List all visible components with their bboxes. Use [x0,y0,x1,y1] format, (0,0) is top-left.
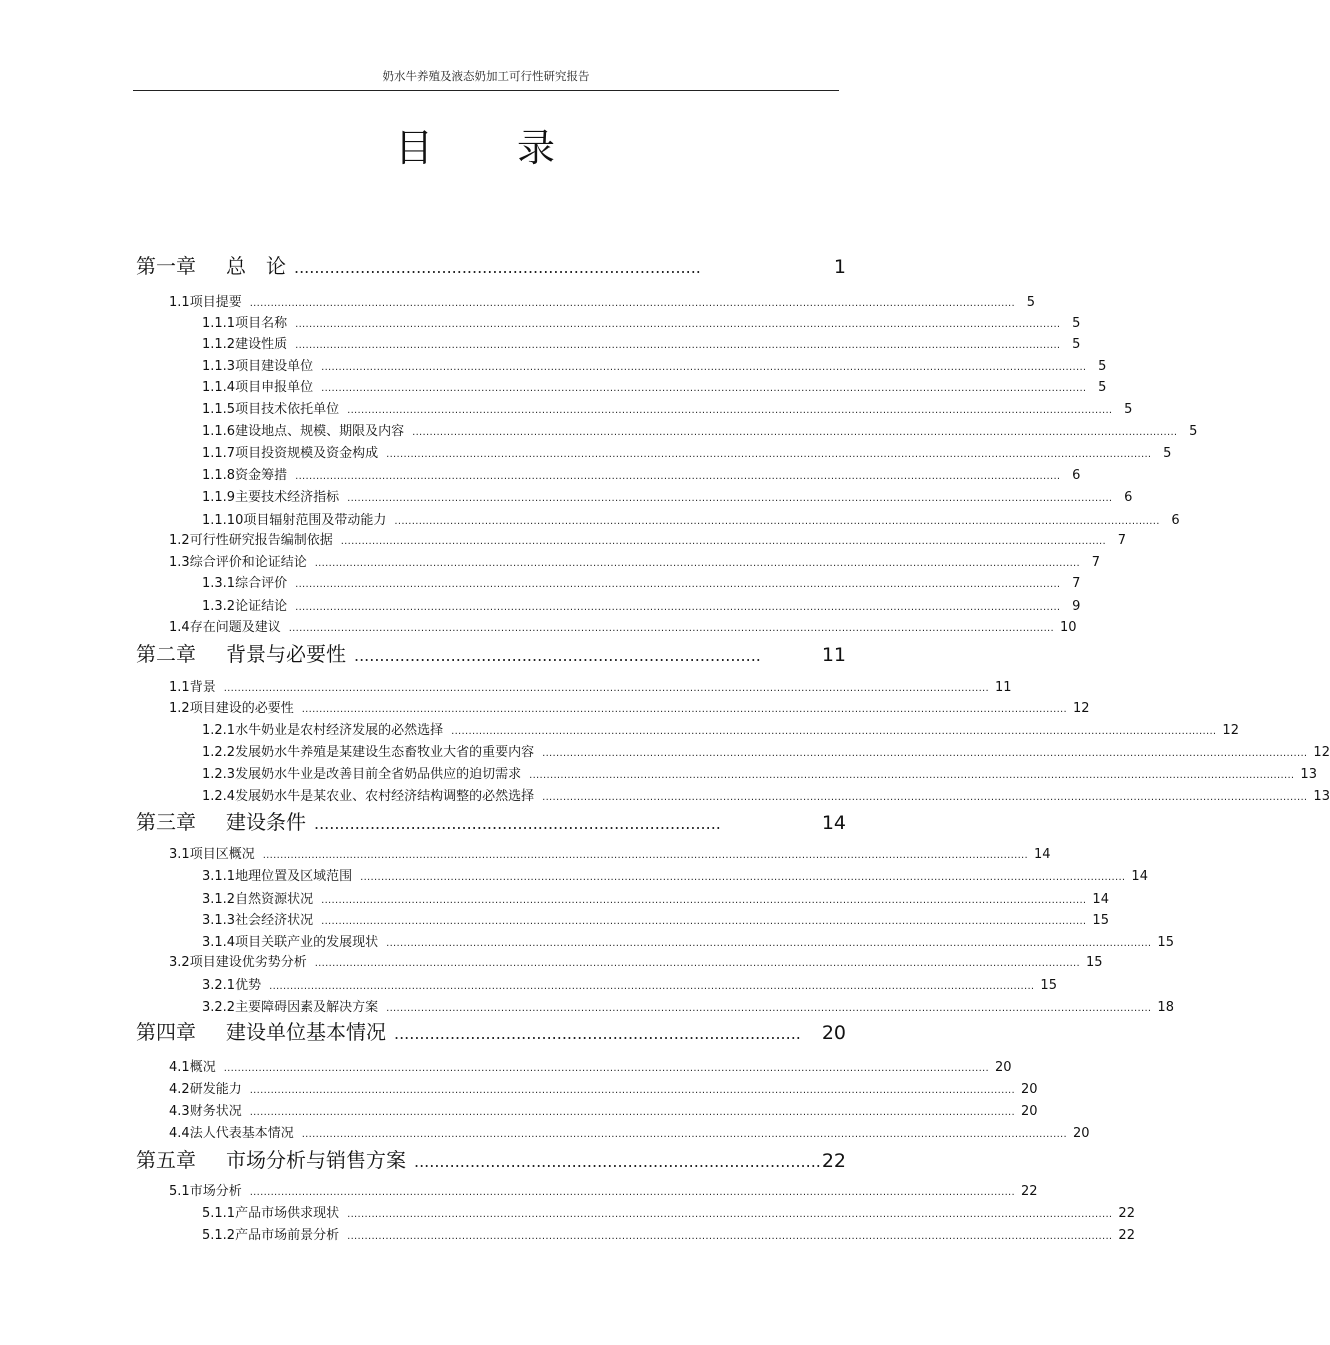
toc-entry-title: 主要障碍因素及解决方案 [235,1000,379,1015]
toc-entry-row[interactable] [169,676,1012,695]
toc-leader-dots: ............................................................................................................................................................................................................................ [386,938,1152,949]
toc-entry-row[interactable] [202,785,1330,804]
toc-entry-title: 产品市场前景分析 [235,1228,340,1243]
toc-entry-title: 资金筹措 [235,468,288,483]
toc-leader-dots: ............................................................................................................................................................................................................................ [542,792,1308,803]
toc-leader-dots: ............................................................................................................................................................................................................................ [412,427,1178,438]
running-header: 奶水牛养殖及液态奶加工可行性研究报告 [382,69,590,83]
toc-page-number: 18 [1157,1000,1174,1015]
toc-page-number: 14 [1092,892,1109,907]
toc-entry-number: 1.1.9 [202,490,236,505]
toc-page-number: 5 [1098,359,1107,374]
toc-chapter-title: 市场分析与销售方案 [226,1148,406,1172]
toc-leader-dots: ................................................................................ [354,646,761,665]
toc-entry-number: 3.1.2 [202,892,236,907]
toc-entry-number: 5.1 [169,1184,190,1199]
toc-leader-dots: ............................................................................................................................................................................................................................ [386,1003,1152,1014]
toc-page-number: 5 [1189,424,1198,439]
toc-entry-title: 建设性质 [235,337,288,352]
toc-entry-row[interactable] [202,355,1107,374]
toc-entry-row[interactable] [169,291,1036,310]
toc-entry-row[interactable] [169,1056,1012,1075]
toc-title: 目录 [394,126,639,170]
toc-entry-row[interactable] [202,420,1198,439]
toc-entry-number: 1.1.6 [202,424,236,439]
toc-entry-number: 4.1 [169,1060,190,1075]
toc-chapter-row[interactable] [136,806,846,832]
toc-entry-row[interactable] [169,551,1101,570]
toc-entry-number: 1.2 [169,533,190,548]
toc-entry-row[interactable] [202,1202,1135,1221]
toc-page-number: 7 [1091,555,1101,570]
toc-entry-title: 优势 [235,978,262,993]
toc-entry-title: 项目建设单位 [235,359,314,374]
toc-entry-title: 水牛奶业是农村经济发展的必然选择 [235,723,444,738]
toc-leader-dots: ............................................................................................................................................................................................................................ [340,536,1107,547]
toc-entry-row[interactable] [202,865,1148,884]
toc-entry-number: 5.1.1 [202,1206,236,1221]
toc-entry-title: 建设地点、规模、期限及内容 [235,424,405,439]
toc-entry-title: 社会经济状况 [235,913,314,928]
toc-chapter-number: 第三章 [136,810,196,834]
toc-entry-number: 1.1.5 [202,402,236,417]
header-rule [133,90,839,91]
toc-entry-number: 1.1.10 [202,513,244,528]
toc-leader-dots: ............................................................................................................................................................................................................................ [347,493,1113,504]
toc-page-number: 14 [1131,869,1148,884]
toc-entry-title: 发展奶水牛是某农业、农村经济结构调整的必然选择 [235,789,535,804]
toc-page-number: 5 [1098,380,1107,395]
toc-leader-dots: ............................................................................................................................................................................................................................ [288,623,1055,634]
toc-page-number: 20 [821,1022,846,1044]
toc-page-number: 22 [821,1150,846,1172]
toc-entry-row[interactable] [169,951,1103,970]
toc-entry-title: 研发能力 [189,1082,242,1097]
toc-entry-number: 1.1 [169,680,190,695]
toc-entry-number: 1.2.4 [202,789,236,804]
toc-leader-dots: ................................................................................ [414,1152,821,1171]
toc-page-number: 20 [1021,1082,1038,1097]
toc-page-number: 5 [1026,295,1036,310]
toc-leader-dots: ............................................................................................................................................................................................................................ [295,340,1061,351]
toc-entry-row[interactable] [169,697,1090,716]
toc-entry-title: 自然资源状况 [235,892,314,907]
toc-entry-title: 项目建设优劣势分析 [189,955,307,970]
toc-chapter-row[interactable] [136,1144,846,1170]
toc-entry-row[interactable] [202,333,1081,352]
toc-page-number: 14 [821,812,846,834]
toc-chapter-number: 第五章 [136,1148,196,1172]
toc-entry-title: 存在问题及建议 [189,620,281,635]
toc-entry-number: 1.1.4 [202,380,236,395]
toc-entry-number: 1.1.8 [202,468,236,483]
toc-leader-dots: ............................................................................................................................................................................................................................ [529,770,1295,781]
toc-entry-title: 项目辐射范围及带动能力 [243,513,387,528]
toc-entry-number: 3.2 [169,955,190,970]
toc-entry-row[interactable] [202,741,1330,760]
toc-chapter-number: 第一章 [136,254,196,278]
toc-entry-title: 项目名称 [235,316,288,331]
toc-entry-number: 1.4 [169,620,190,635]
toc-page-number: 20 [1021,1104,1038,1119]
toc-page-number: 10 [1060,620,1077,635]
toc-entry-row[interactable] [169,1122,1090,1141]
toc-chapter-title: 建设条件 [226,810,306,834]
toc-leader-dots: ............................................................................................................................................................................................................................ [347,405,1113,416]
toc-leader-dots: ............................................................................................................................................................................................................................ [262,850,1029,861]
toc-entry-row[interactable] [169,616,1077,635]
toc-entry-number: 1.2.1 [202,723,236,738]
toc-leader-dots: ............................................................................................................................................................................................................................ [249,298,1016,309]
toc-entry-number: 1.2.2 [202,745,236,760]
toc-page-number: 15 [1157,935,1174,950]
toc-entry-title: 法人代表基本情况 [189,1126,294,1141]
toc-chapter-number: 第二章 [136,642,196,666]
toc-entry-row[interactable] [169,1078,1038,1097]
toc-page-number: 12 [1073,701,1090,716]
toc-entry-number: 3.1.3 [202,913,236,928]
toc-entry-title: 论证结论 [235,599,288,614]
toc-chapter-row[interactable] [136,638,846,664]
toc-entry-row[interactable] [202,509,1180,528]
toc-leader-dots: ............................................................................................................................................................................................................................ [394,516,1160,527]
toc-entry-title: 发展奶水牛业是改善目前全省奶品供应的迫切需求 [235,767,522,782]
toc-entry-row[interactable] [169,529,1127,548]
toc-page-number: 7 [1117,533,1127,548]
toc-entry-row[interactable] [169,1100,1038,1119]
toc-entry-number: 1.1.1 [202,316,236,331]
toc-entry-number: 1.1.2 [202,337,236,352]
toc-entry-title: 项目区概况 [189,847,255,862]
toc-chapter-title: 背景与必要性 [226,642,346,666]
toc-entry-number: 3.1 [169,847,190,862]
toc-entry-row[interactable] [202,486,1133,505]
toc-entry-number: 1.1.3 [202,359,236,374]
toc-entry-number: 1.1 [169,295,190,310]
toc-entry-title: 产品市场供求现状 [235,1206,340,1221]
toc-entry-row[interactable] [202,595,1081,614]
toc-entry-number: 1.3.1 [202,576,236,591]
toc-entry-row[interactable] [202,398,1133,417]
toc-leader-dots: ............................................................................................................................................................................................................................ [223,1063,990,1074]
toc-leader-dots: ............................................................................................................................................................................................................................ [295,319,1061,330]
toc-leader-dots: ............................................................................................................................................................................................................................ [269,981,1035,992]
toc-leader-dots: ............................................................................................................................................................................................................................ [321,362,1087,373]
toc-leader-dots: ............................................................................................................................................................................................................................ [321,895,1087,906]
toc-entry-number: 3.1.4 [202,935,236,950]
toc-page-number: 6 [1124,490,1133,505]
toc-leader-dots: ............................................................................................................................................................................................................................ [295,471,1061,482]
toc-entry-title: 综合评价 [235,576,288,591]
toc-entry-number: 5.1.2 [202,1228,236,1243]
toc-leader-dots: ................................................................................ [314,814,721,833]
toc-entry-number: 4.4 [169,1126,190,1141]
toc-chapter-title: 总 论 [226,254,286,278]
toc-entry-row[interactable] [202,763,1317,782]
toc-leader-dots: ............................................................................................................................................................................................................................ [451,726,1217,737]
toc-entry-title: 主要技术经济指标 [235,490,340,505]
toc-chapter-title: 建设单位基本情况 [226,1020,386,1044]
toc-entry-title: 地理位置及区域范围 [235,869,353,884]
toc-entry-row[interactable] [202,464,1081,483]
toc-entry-row[interactable] [202,888,1109,907]
toc-page-number: 15 [1040,978,1057,993]
toc-entry-row[interactable] [202,376,1107,395]
toc-chapter-row[interactable] [136,250,846,276]
toc-leader-dots: ............................................................................................................................................................................................................................ [347,1231,1113,1242]
toc-entry-number: 3.2.1 [202,978,236,993]
toc-page-number: 22 [1118,1228,1135,1243]
toc-entry-number: 4.2 [169,1082,190,1097]
toc-leader-dots: ............................................................................................................................................................................................................................ [314,558,1081,569]
toc-entry-title: 项目关联产业的发展现状 [235,935,379,950]
toc-page-number: 20 [995,1060,1012,1075]
toc-entry-number: 1.1.7 [202,446,236,461]
toc-entry-title: 可行性研究报告编制依据 [189,533,333,548]
toc-page-number: 14 [1034,847,1051,862]
toc-leader-dots: ............................................................................................................................................................................................................................ [249,1085,1016,1096]
toc-leader-dots: ............................................................................................................................................................................................................................ [249,1107,1016,1118]
toc-entry-title: 项目建设的必要性 [189,701,294,716]
toc-leader-dots: ............................................................................................................................................................................................................................ [386,449,1152,460]
toc-page-number: 15 [1092,913,1109,928]
toc-page-number: 12 [1222,723,1239,738]
toc-entry-title: 市场分析 [189,1184,242,1199]
toc-page-number: 20 [1073,1126,1090,1141]
toc-entry-number: 1.2 [169,701,190,716]
toc-entry-title: 项目提要 [189,295,242,310]
toc-leader-dots: ............................................................................................................................................................................................................................ [223,683,990,694]
toc-page-number: 6 [1171,513,1180,528]
toc-entry-row[interactable] [169,1180,1038,1199]
toc-entry-title: 概况 [189,1060,216,1075]
toc-entry-row[interactable] [169,843,1051,862]
toc-page-number: 5 [1163,446,1172,461]
toc-chapter-row[interactable] [136,1016,846,1042]
toc-leader-dots: ............................................................................................................................................................................................................................ [321,916,1087,927]
toc-entry-title: 项目技术依托单位 [235,402,340,417]
toc-entry-row[interactable] [202,312,1081,331]
toc-entry-title: 财务状况 [189,1104,242,1119]
toc-entry-row[interactable] [202,931,1174,950]
toc-entry-title: 综合评价和论证结论 [189,555,307,570]
toc-leader-dots: ................................................................................ [294,258,701,277]
toc-entry-number: 3.1.1 [202,869,236,884]
toc-page-number: 13 [1300,767,1317,782]
toc-leader-dots: ............................................................................................................................................................................................................................ [301,704,1068,715]
toc-page-number: 15 [1086,955,1103,970]
toc-page-number: 13 [1313,789,1330,804]
toc-page-number: 1 [833,256,846,278]
toc-entry-row[interactable] [202,442,1172,461]
toc-entry-title: 背景 [189,680,216,695]
toc-entry-number: 4.3 [169,1104,190,1119]
toc-leader-dots: ............................................................................................................................................................................................................................ [347,1209,1113,1220]
toc-page-number: 12 [1313,745,1330,760]
toc-leader-dots: ............................................................................................................................................................................................................................ [360,872,1126,883]
toc-page-number: 22 [1021,1184,1038,1199]
toc-entry-row[interactable] [202,1224,1135,1243]
toc-leader-dots: ............................................................................................................................................................................................................................ [542,748,1308,759]
toc-page-number: 5 [1124,402,1133,417]
toc-entry-number: 1.3.2 [202,599,236,614]
toc-entry-row[interactable] [202,719,1239,738]
toc-entry-number: 1.2.3 [202,767,236,782]
toc-entry-row[interactable] [202,996,1174,1015]
toc-leader-dots: ................................................................................ [394,1024,801,1043]
toc-entry-title: 发展奶水牛养殖是某建设生态畜牧业大省的重要内容 [235,745,535,760]
toc-entry-row[interactable] [202,572,1081,591]
toc-leader-dots: ............................................................................................................................................................................................................................ [314,958,1081,969]
toc-leader-dots: ............................................................................................................................................................................................................................ [295,602,1061,613]
toc-entry-row[interactable] [202,909,1109,928]
toc-page-number: 11 [821,644,846,666]
toc-leader-dots: ............................................................................................................................................................................................................................ [295,579,1061,590]
toc-page-number: 22 [1118,1206,1135,1221]
toc-page-number: 6 [1072,468,1081,483]
toc-leader-dots: ............................................................................................................................................................................................................................ [301,1129,1068,1140]
toc-entry-number: 1.3 [169,555,190,570]
toc-page-number: 5 [1072,337,1081,352]
toc-page-number: 9 [1072,599,1081,614]
toc-entry-title: 项目申报单位 [235,380,314,395]
toc-entry-row[interactable] [202,974,1057,993]
toc-page-number: 11 [995,680,1012,695]
toc-chapter-number: 第四章 [136,1020,196,1044]
toc-leader-dots: ............................................................................................................................................................................................................................ [249,1187,1016,1198]
toc-entry-number: 3.2.2 [202,1000,236,1015]
toc-page-number: 5 [1072,316,1081,331]
toc-page-number: 7 [1072,576,1081,591]
toc-entry-title: 项目投资规模及资金构成 [235,446,379,461]
toc-leader-dots: ............................................................................................................................................................................................................................ [321,383,1087,394]
